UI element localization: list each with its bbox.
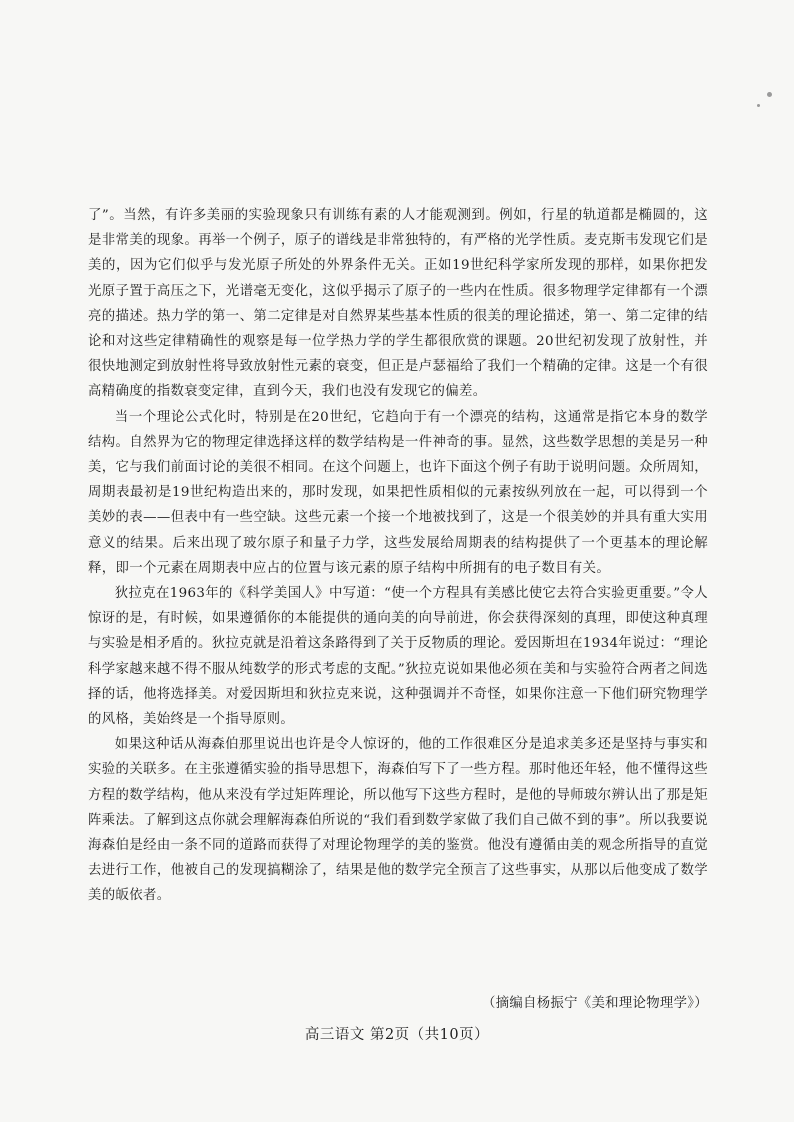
page-footer: 高三语文 第2页（共10页） (304, 1027, 490, 1043)
scan-speck (757, 104, 760, 107)
paragraph: 如果这种话从海森伯那里说出也许是令人惊讶的，他的工作很难区分是追求美多还是坚持与事实和实验的关联多。在主张遵循实验的指导思想下，海森伯写下了一些方程。那时他还年轻，他不懂得这些方程的数学结构，他从来没有学过矩阵理论，所以他写下这些方程时，是他的导师玻尔辨认出了那是矩阵乘法。了解到这点你就会理解海森伯所说的“我们看到数学家做了我们自己做不到的事”。所以我要说海森伯是经由一条不同的道路而获得了对理论物理学的美的鉴赏。他没有遵循由美的观念所指导的直觉去进行工作，他被自己的发现搞糊涂了，结果是他的数学完全预言了这些事实，从那以后他变成了数学美的皈依者。 (88, 737, 708, 904)
paragraph: 了”。当然，有许多美丽的实验现象只有训练有素的人才能观测到。例如，行星的轨道都是椭圆的，这是非常美的现象。再举一个例子，原子的谱线是非常独特的，有严格的光学性质。麦克斯韦发现它们是美的，因为它们似乎与发光原子所处的外界条件无关。正如19世纪科学家所发现的那样，如果你把发光原子置于高压之下，光谱毫无变化，这似乎揭示了原子的一些内在性质。很多物理学定律都有一个漂亮的描述。热力学的第一、第二定律是对自然界某些基本性质的很美的理论描述，第一、第二定律的结论和对这些定律精确性的观察是每一位学热力学的学生都很欣赏的课题。20世纪初发现了放射性，并很快地测定到放射性将导致放射性元素的衰变，但正是卢瑟福给了我们一个精确的定律。这是一个有很高精确度的指数衰变定律，直到今天，我们也没有发现它的偏差。 (88, 208, 708, 400)
paragraph: 当一个理论公式化时，特别是在20世纪，它趋向于有一个漂亮的结构，这通常是指它本身的数学结构。自然界为它的物理定律选择这样的数学结构是一件神奇的事。显然，这些数学思想的美是另一种美，它与我们前面讨论的美很不相同。在这个问题上，也许下面这个例子有助于说明问题。众所周知，周期表最初是19世纪构造出来的，那时发现，如果把性质相似的元素按纵列放在一起，可以得到一个美妙的表——但表中有一些空缺。这些元素一个接一个地被找到了，这是一个很美妙的并具有重大实用意义的结果。后来出现了玻尔原子和量子力学，这些发展给周期表的结构提供了一个更基本的理论解释，即一个元素在周期表中应占的位置与该元素的原子结构中所拥有的电子数目有关。 (88, 409, 708, 576)
paragraph: 狄拉克在1963年的《科学美国人》中写道：“使一个方程具有美感比使它去符合实验更重要。”令人惊讶的是，有时候，如果遵循你的本能提供的通向美的向导前进，你会获得深刻的真理，即使这种真理与实验是相矛盾的。狄拉克就是沿着这条路得到了关于反物质的理论。爱因斯坦在1934年说过：“理论科学家越来越不得不服从纯数学的形式考虑的支配。”狄拉克说如果他必须在美和与实验符合两者之间选择的话，他将选择美。对爱因斯坦和狄拉克来说，这种强调并不奇怪，如果你注意一下他们研究物理学的风格，美始终是一个指导原则。 (88, 586, 708, 728)
scan-speck (767, 92, 772, 97)
source-citation: （摘编自杨振宁《美和理论物理学》） (481, 996, 708, 1011)
article-body (88, 203, 708, 909)
